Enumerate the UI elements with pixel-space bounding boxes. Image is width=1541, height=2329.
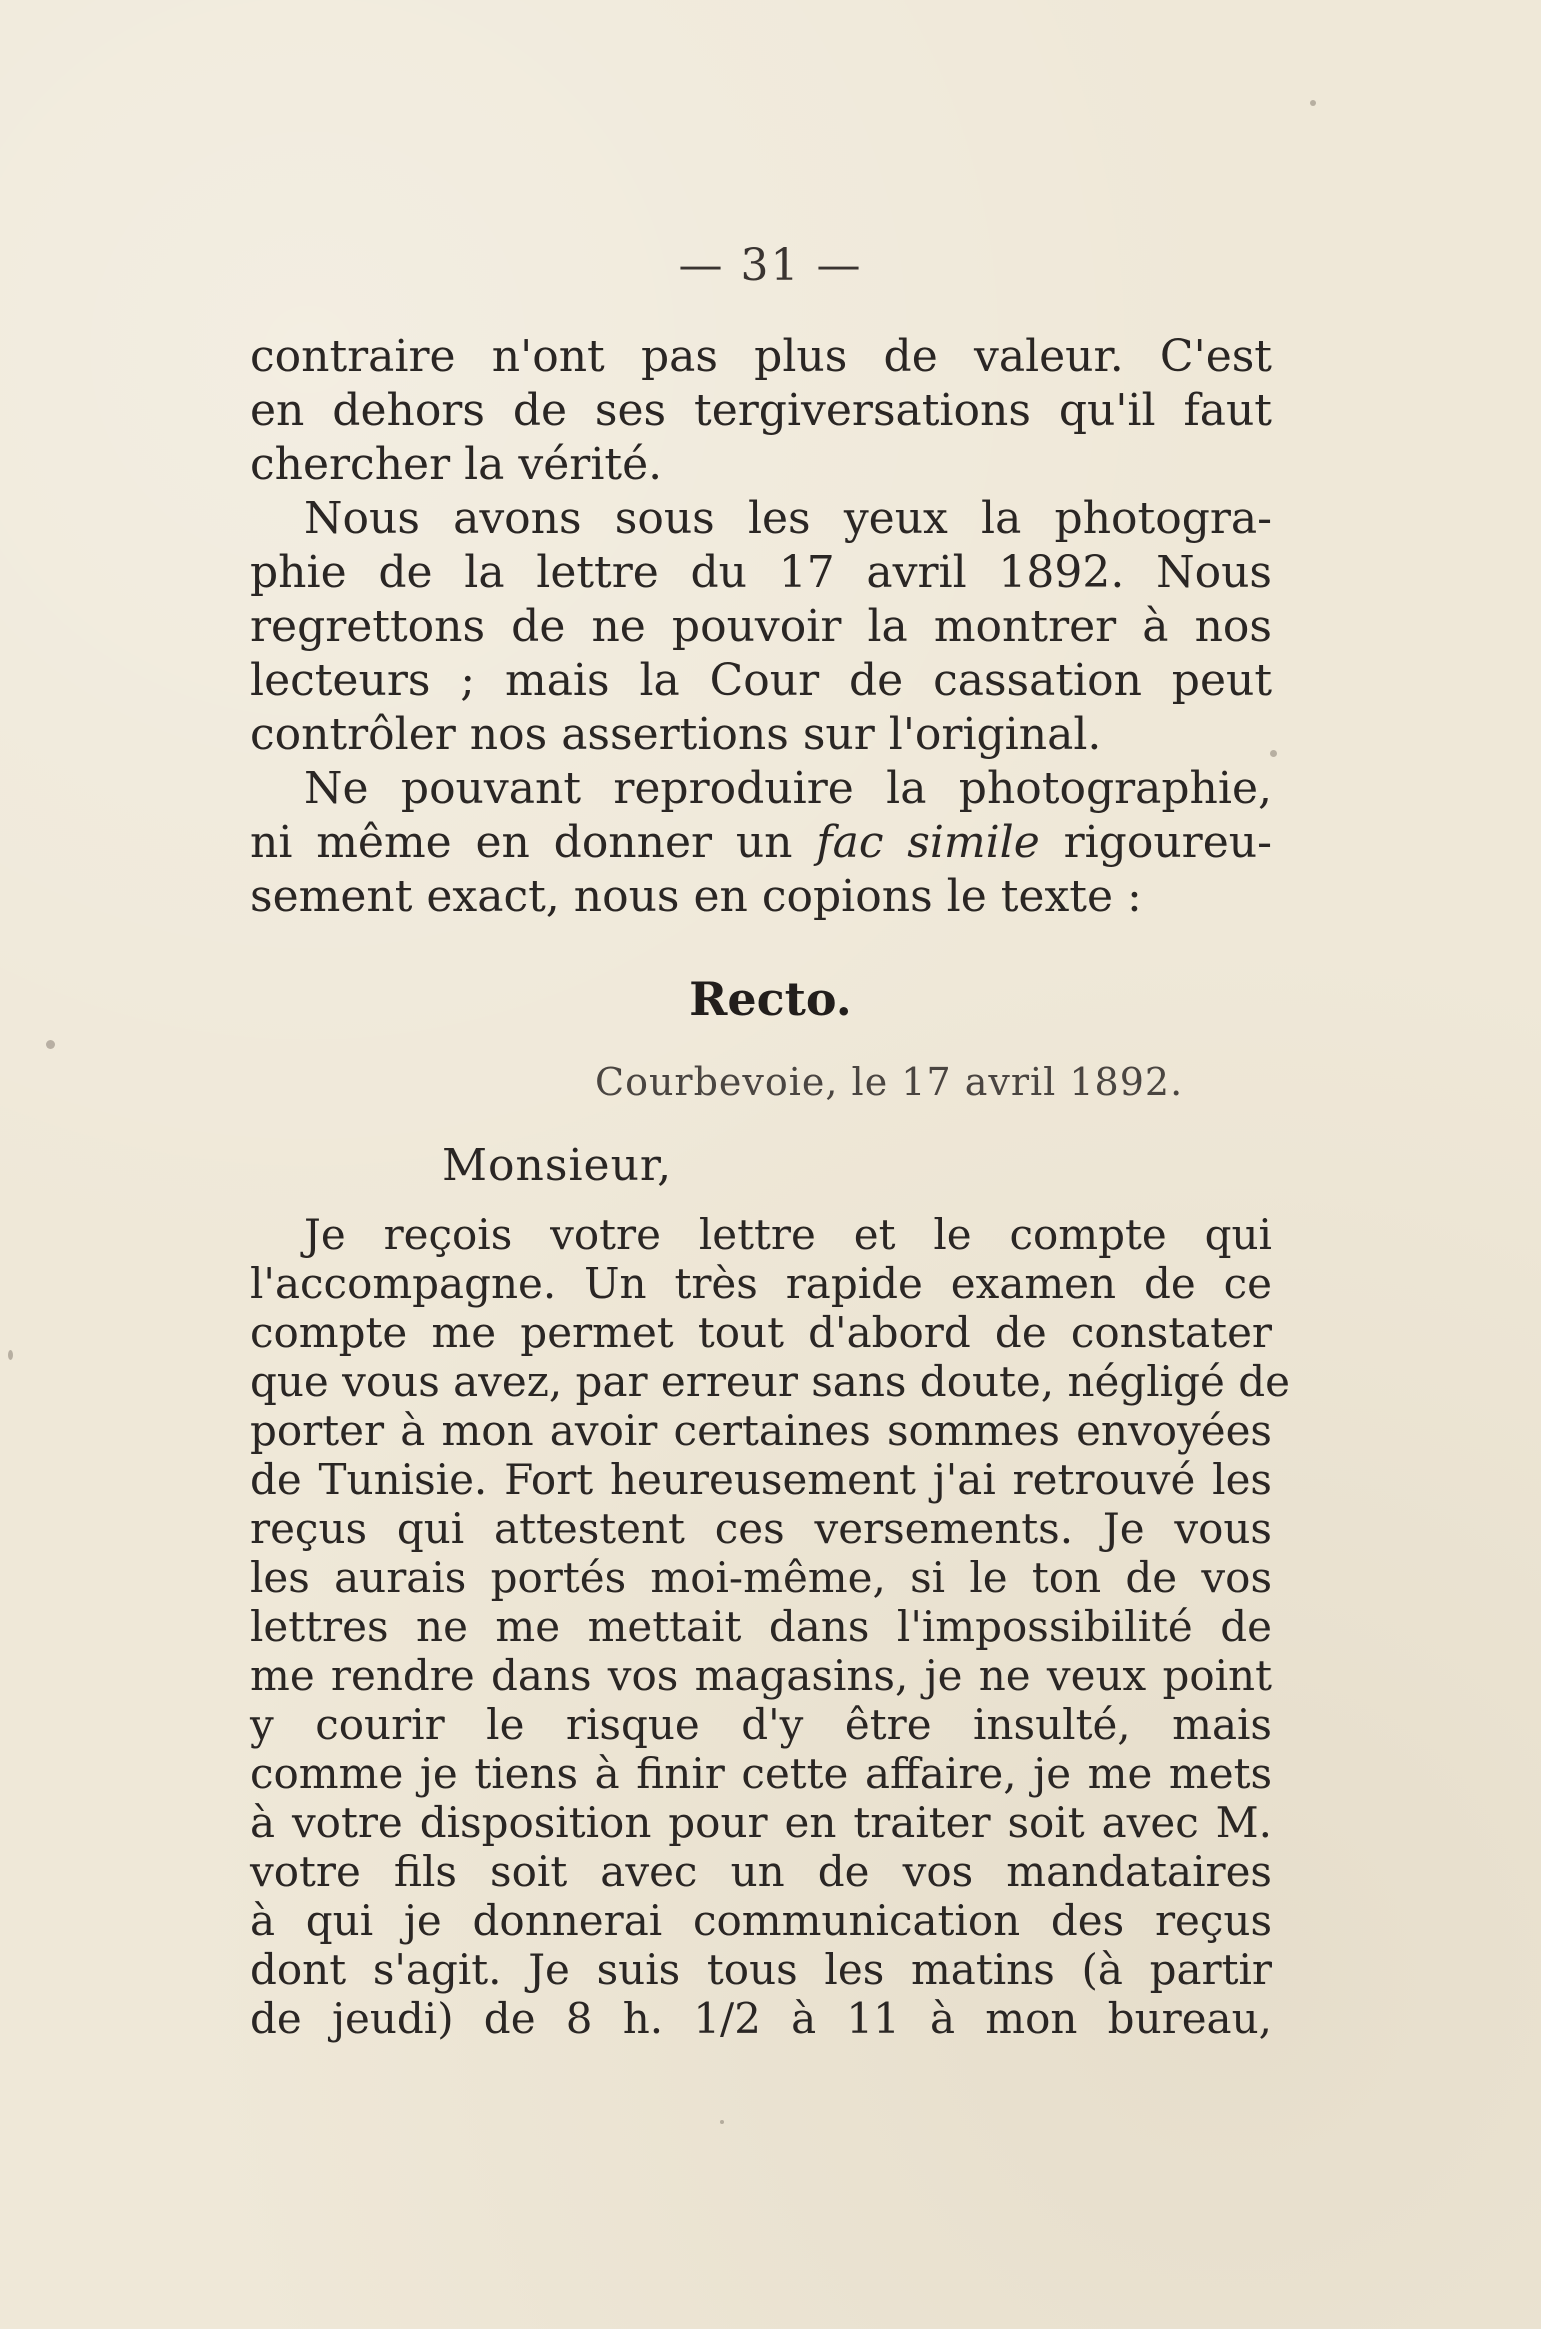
text-line: comme je tiens à finir cette affaire, je me mets: [250, 1749, 1272, 1798]
text-line: l'accompagne. Un très rapide examen de ce: [250, 1259, 1272, 1308]
text-line: Ne pouvant reproduire la photographie,: [304, 763, 1272, 814]
text-line: lettres ne me mettait dans l'impossibilité de: [250, 1602, 1272, 1651]
text-line: dont s'agit. Je suis tous les matins (à partir: [250, 1945, 1272, 1994]
recto-heading: Recto.: [689, 972, 852, 1026]
text-line: sement exact, nous en copions le texte :: [250, 871, 1142, 922]
italic-term: fac simile: [816, 817, 1040, 868]
text-line: regrettons de ne pouvoir la montrer à nos: [250, 601, 1272, 652]
text-line: compte me permet tout d'abord de constater: [250, 1308, 1272, 1357]
text-line: à qui je donnerai communication des reçus: [250, 1896, 1272, 1945]
paper-speck: [720, 2120, 724, 2124]
letter-dateline: Courbevoie, le 17 avril 1892.: [595, 1060, 1184, 1104]
intro-text: [250, 330, 1272, 924]
text-line: Nous avons sous les yeux la photogra-: [304, 493, 1272, 544]
text-line: porter à mon avoir certaines sommes envoyées: [250, 1406, 1272, 1455]
text-line: de jeudi) de 8 h. 1/2 à 11 à mon bureau,: [250, 1994, 1272, 2043]
text-line: les aurais portés moi-même, si le ton de vos: [250, 1553, 1272, 1602]
text-line: que vous avez, par erreur sans doute, négligé de: [250, 1357, 1290, 1406]
text-fragment: ni même en donner un: [250, 817, 793, 868]
text-line: phie de la lettre du 17 avril 1892. Nous: [250, 547, 1272, 598]
page-number: — 31 —: [678, 240, 863, 291]
text-line: lecteurs ; mais la Cour de cassation peut: [250, 655, 1272, 706]
paragraph: [250, 492, 1272, 762]
text-line-mixed: [250, 816, 1272, 870]
text-line: reçus qui attestent ces versements. Je vous: [250, 1504, 1272, 1553]
paper-speck: [8, 1350, 13, 1360]
text-line: chercher la vérité.: [250, 439, 663, 490]
paragraph: [250, 1210, 1290, 2043]
paper-speck: [1270, 750, 1277, 757]
letter-body: [250, 1210, 1290, 2043]
text-line: me rendre dans vos magasins, je ne veux point: [250, 1651, 1272, 1700]
text-line: à votre disposition pour en traiter soit avec M.: [250, 1798, 1272, 1847]
text-line: en dehors de ses tergiversations qu'il faut: [250, 385, 1272, 436]
letter-salutation: Monsieur,: [442, 1140, 673, 1191]
text-fragment: rigoureu-: [1063, 817, 1272, 868]
text-line: de Tunisie. Fort heureusement j'ai retrouvé les: [250, 1455, 1272, 1504]
text-line: contrôler nos assertions sur l'original.: [250, 709, 1102, 760]
text-line: Je reçois votre lettre et le compte qui: [304, 1210, 1272, 1259]
paper-speck: [1310, 100, 1316, 106]
paragraph: [250, 330, 1272, 492]
text-line: votre fils soit avec un de vos mandataires: [250, 1847, 1272, 1896]
paragraph: [250, 762, 1272, 924]
paper-speck: [46, 1040, 55, 1049]
text-line: y courir le risque d'y être insulté, mais: [250, 1700, 1272, 1749]
text-line: contraire n'ont pas plus de valeur. C'est: [250, 331, 1272, 382]
